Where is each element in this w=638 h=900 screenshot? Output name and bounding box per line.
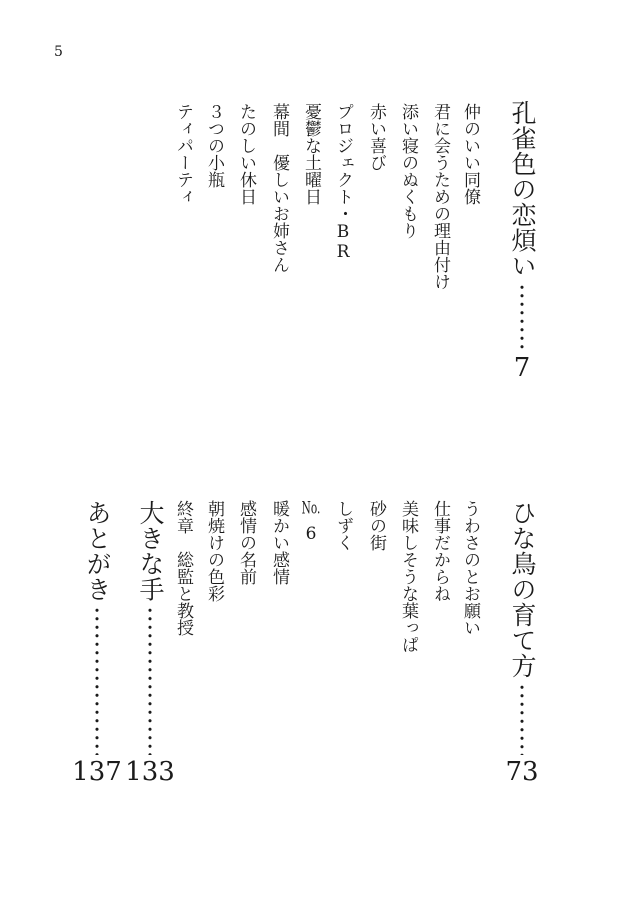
page-number: 5 — [54, 44, 63, 60]
chapter-title: プロジェクト・BR — [333, 103, 353, 262]
leader-dots — [147, 606, 153, 755]
part-title: ひな鳥の育て方 — [508, 500, 537, 679]
chapter-title: うわさのとお願い — [460, 500, 480, 636]
chapter-number: 6 — [301, 524, 321, 544]
chapter-title: 君に会うための理由付け — [430, 103, 450, 290]
chapter-title: 朝焼けの色彩 — [204, 500, 224, 602]
chapter-title: 美味しそうな葉っぱ — [398, 500, 418, 653]
part-heading — [492, 100, 552, 382]
chapter-title: 仕事だからね — [430, 500, 450, 602]
leader-dots — [519, 683, 525, 756]
part-page-number: 137 — [72, 757, 122, 787]
part-title: 大きな手 — [136, 500, 165, 602]
chapter-title: 感情の名前 — [236, 500, 256, 585]
part-heading — [120, 500, 180, 786]
chapter-title — [301, 500, 321, 544]
leader-dots — [94, 606, 100, 755]
chapter-title: たのしい休日 — [236, 103, 256, 205]
part-title: あとがき — [83, 500, 112, 602]
part-page-number: 7 — [513, 353, 531, 383]
chapter-title: 暖かい感情 — [269, 500, 289, 585]
chapter-title: 仲のいい同僚 — [460, 103, 480, 205]
chapter-title: ３つの小瓶 — [204, 103, 224, 188]
chapter-title: 砂の街 — [366, 500, 386, 551]
chapter-number-prefix: No. — [301, 500, 321, 517]
part-title: 孔雀色の恋煩い — [508, 100, 537, 279]
leader-dots — [519, 283, 525, 352]
part-page-number: 73 — [505, 757, 539, 787]
part-heading — [67, 500, 127, 786]
chapter-title: 赤い喜び — [366, 103, 386, 171]
chapter-title: 添い寝のぬくもり — [398, 103, 418, 239]
chapter-title: ティパーティ — [173, 103, 193, 205]
chapter-title: 終章 総監と教授 — [173, 500, 193, 636]
chapter-title: 憂鬱な土曜日 — [301, 103, 321, 205]
part-page-number: 133 — [125, 757, 175, 787]
chapter-title: 幕間 優しいお姉さん — [269, 103, 289, 273]
part-heading — [492, 500, 552, 786]
chapter-title: しずく — [333, 500, 353, 551]
